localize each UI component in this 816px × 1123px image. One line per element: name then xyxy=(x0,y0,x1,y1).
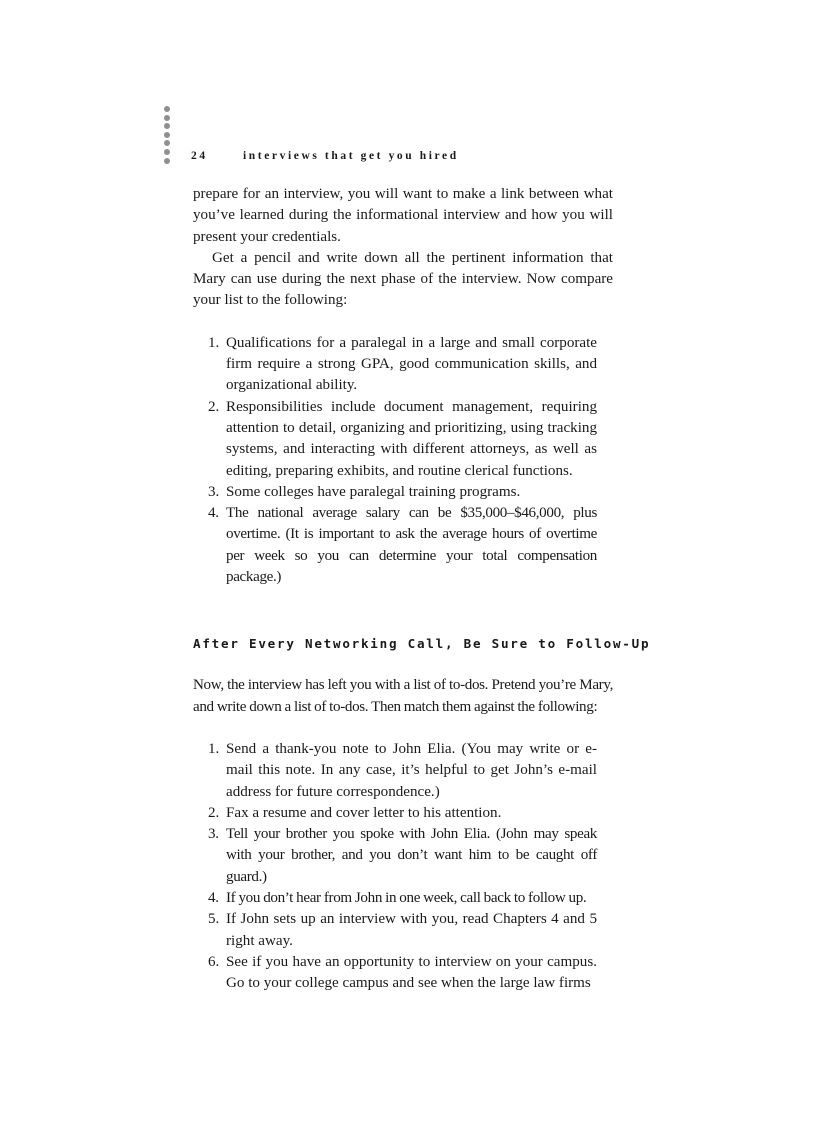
page-number: 24 xyxy=(191,150,208,162)
running-title: interviews that get you hired xyxy=(243,150,459,162)
list-item xyxy=(193,952,597,995)
body-paragraph: Get a pencil and write down all the pertinent information that Mary can use during the next phase of the interview. Now compare your list to the following: xyxy=(193,249,613,309)
list-number: 1. xyxy=(208,334,220,351)
list-number: 3. xyxy=(208,483,220,500)
list-item xyxy=(193,482,597,503)
body-paragraph: prepare for an interview, you will want to make a link between what you’ve learned during the informational interview and how you will present your credentials. xyxy=(193,186,613,245)
list-item xyxy=(193,909,597,952)
ornament-dot xyxy=(164,132,170,138)
list-number: 2. xyxy=(208,804,220,821)
list-item xyxy=(193,888,597,909)
list-number: 5. xyxy=(208,911,220,928)
list-item xyxy=(193,503,597,588)
ornament-dot xyxy=(164,115,170,121)
list-item xyxy=(193,739,597,803)
ornament-dot xyxy=(164,140,170,146)
ornament-dot xyxy=(164,106,170,112)
margin-dot-ornament xyxy=(164,106,172,166)
list-item-text: Some colleges have paralegal training programs. xyxy=(226,483,521,500)
ornament-dot xyxy=(164,158,170,164)
list-item-text: Qualifications for a paralegal in a large and small corporate firm require a strong GPA, good communication skills, and organizational ability. xyxy=(226,334,597,394)
ornament-dot xyxy=(164,123,170,129)
list-item xyxy=(193,333,597,397)
section-heading: After Every Networking Call, Be Sure to Follow-Up xyxy=(193,636,651,652)
todo-list xyxy=(193,739,613,995)
qualifications-list xyxy=(193,333,613,589)
list-item xyxy=(193,824,597,888)
list-number: 2. xyxy=(208,398,220,415)
running-head xyxy=(191,150,459,162)
list-number: 4. xyxy=(208,505,219,522)
list-item xyxy=(193,397,597,482)
list-number: 6. xyxy=(208,953,220,970)
list-item-text: See if you have an opportunity to interview on your campus. Go to your college campus and see when the large law firms xyxy=(226,953,597,992)
list-item-text: Tell your brother you spoke with John Elia. (John may speak with your brother, and you don’t want him to be caught off guard.) xyxy=(226,826,597,885)
list-number: 3. xyxy=(208,826,219,843)
page-body xyxy=(193,184,651,995)
list-item-text: If John sets up an interview with you, read Chapters 4 and 5 right away. xyxy=(226,911,597,949)
list-item-text: If you don’t hear from John in one week, call back to follow up. xyxy=(226,890,587,907)
list-item-text: Responsibilities include document management, requiring attention to detail, organizing and prioritizing, using tracking systems, and interacting with different attorneys, as well as editing, preparing exhibits, and routine clerical functions. xyxy=(226,398,597,479)
body-paragraph: Now, the interview has left you with a list of to-dos. Pretend you’re Mary, and write down a list of to-dos. Then match them against the following: xyxy=(193,677,613,715)
list-item-text: Fax a resume and cover letter to his attention. xyxy=(226,804,502,821)
list-number: 4. xyxy=(208,890,219,907)
list-item-text: The national average salary can be $35,000–$46,000, plus overtime. (It is important to ask the average hours of overtime per week so you can determine your total compensation package.) xyxy=(226,505,597,586)
list-item-text: Send a thank-you note to John Elia. (You may write or e-mail this note. In any case, it’s helpful to get John’s e-mail address for future correspondence.) xyxy=(226,740,597,800)
list-number: 1. xyxy=(208,740,220,757)
ornament-dot xyxy=(164,149,170,155)
list-item xyxy=(193,803,597,824)
